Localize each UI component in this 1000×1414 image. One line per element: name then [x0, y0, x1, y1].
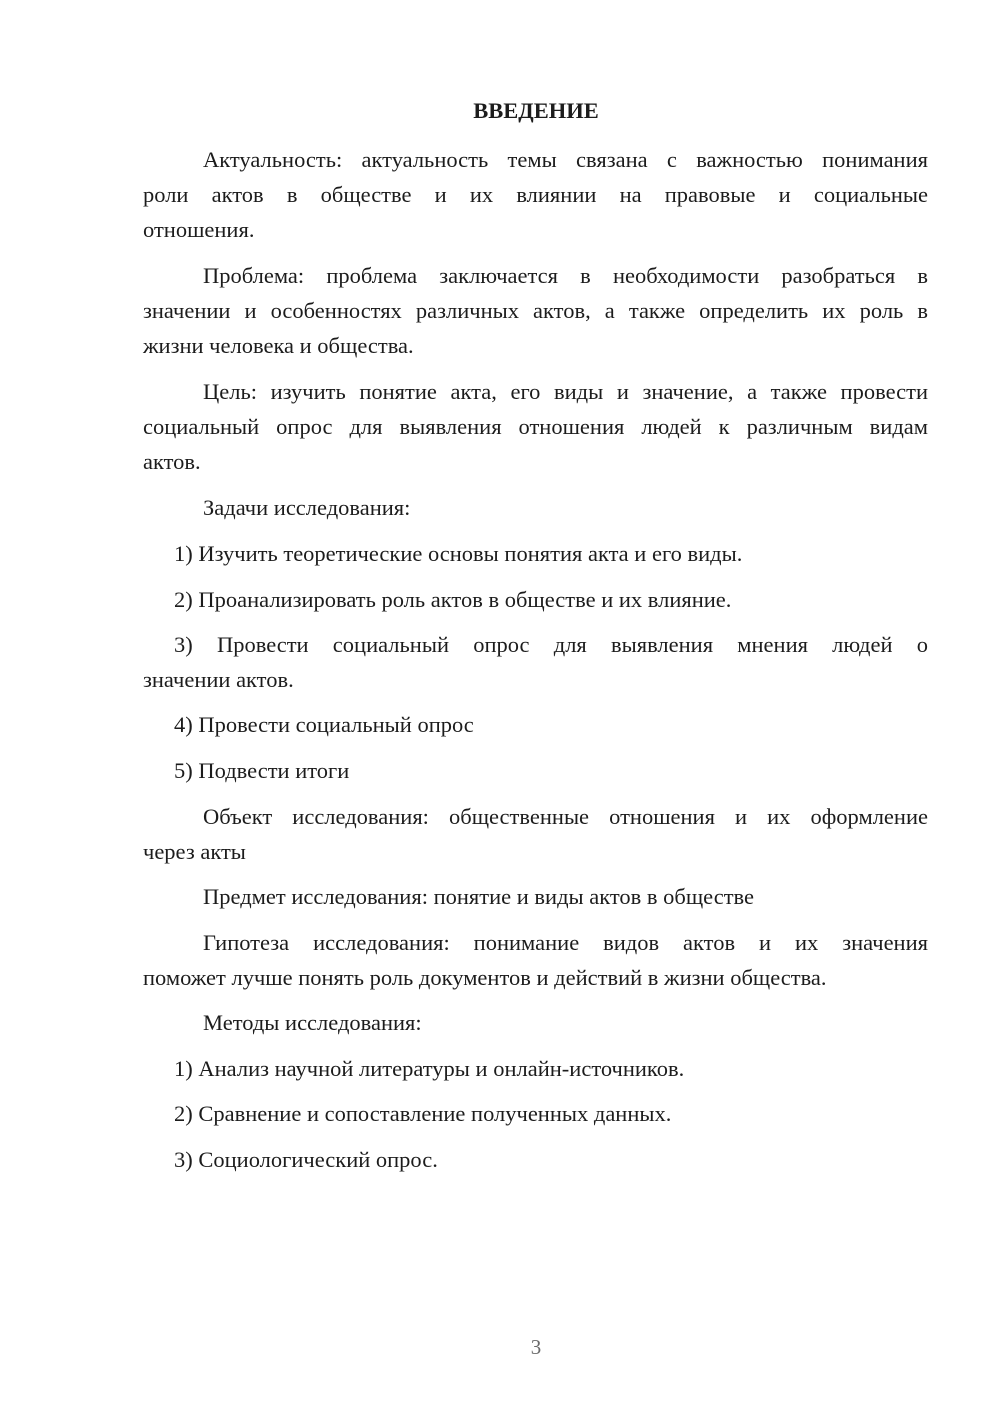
task-item-4: 4) Провести социальный опрос — [174, 712, 474, 737]
page-number: 3 — [530, 1335, 542, 1359]
paragraph-line-subject: Предмет исследования: понятие и виды актов в обществе — [203, 884, 755, 909]
paragraph-line-hypothesis-1: Гипотеза исследования: понимание видов актов и их значения — [203, 930, 928, 955]
paragraph-line-goal-1: Цель: изучить понятие акта, его виды и значение, а также провести — [203, 379, 928, 404]
task-item-3-line-1: 3) Провести социальный опрос для выявления мнения людей о — [174, 632, 928, 657]
paragraph-line-object-1: Объект исследования: общественные отношения и их оформление — [203, 804, 928, 829]
paragraph-line-problem-2: значении и особенностях различных актов, а также определить их роль в — [143, 298, 928, 323]
task-item-3-line-2: значении актов. — [143, 667, 294, 692]
paragraph-line-object-2: через акты — [143, 839, 246, 864]
tasks-heading: Задачи исследования: — [203, 495, 411, 520]
paragraph-line-goal-3: актов. — [143, 449, 201, 474]
paragraph-line-relevance-1: Актуальность: актуальность темы связана с важностью понимания — [203, 147, 928, 172]
paragraph-line-goal-2: социальный опрос для выявления отношения людей к различным видам — [143, 414, 928, 439]
task-item-1: 1) Изучить теоретические основы понятия акта и его виды. — [174, 541, 743, 566]
method-item-1: 1) Анализ научной литературы и онлайн-источников. — [174, 1056, 685, 1081]
paragraph-line-problem-3: жизни человека и общества. — [143, 333, 414, 358]
page-title: ВВЕДЕНИЕ — [473, 98, 599, 123]
paragraph-line-problem-1: Проблема: проблема заключается в необходимости разобраться в — [203, 263, 928, 288]
task-item-5: 5) Подвести итоги — [174, 758, 350, 783]
task-item-2: 2) Проанализировать роль актов в обществе и их влияние. — [174, 587, 732, 612]
paragraph-line-hypothesis-2: поможет лучше понять роль документов и действий в жизни общества. — [143, 965, 827, 990]
method-item-3: 3) Социологический опрос. — [174, 1147, 438, 1172]
methods-heading: Методы исследования: — [203, 1010, 422, 1035]
method-item-2: 2) Сравнение и сопоставление полученных данных. — [174, 1101, 672, 1126]
paragraph-line-relevance-3: отношения. — [143, 217, 255, 242]
paragraph-line-relevance-2: роли актов в обществе и их влиянии на правовые и социальные — [143, 182, 928, 207]
